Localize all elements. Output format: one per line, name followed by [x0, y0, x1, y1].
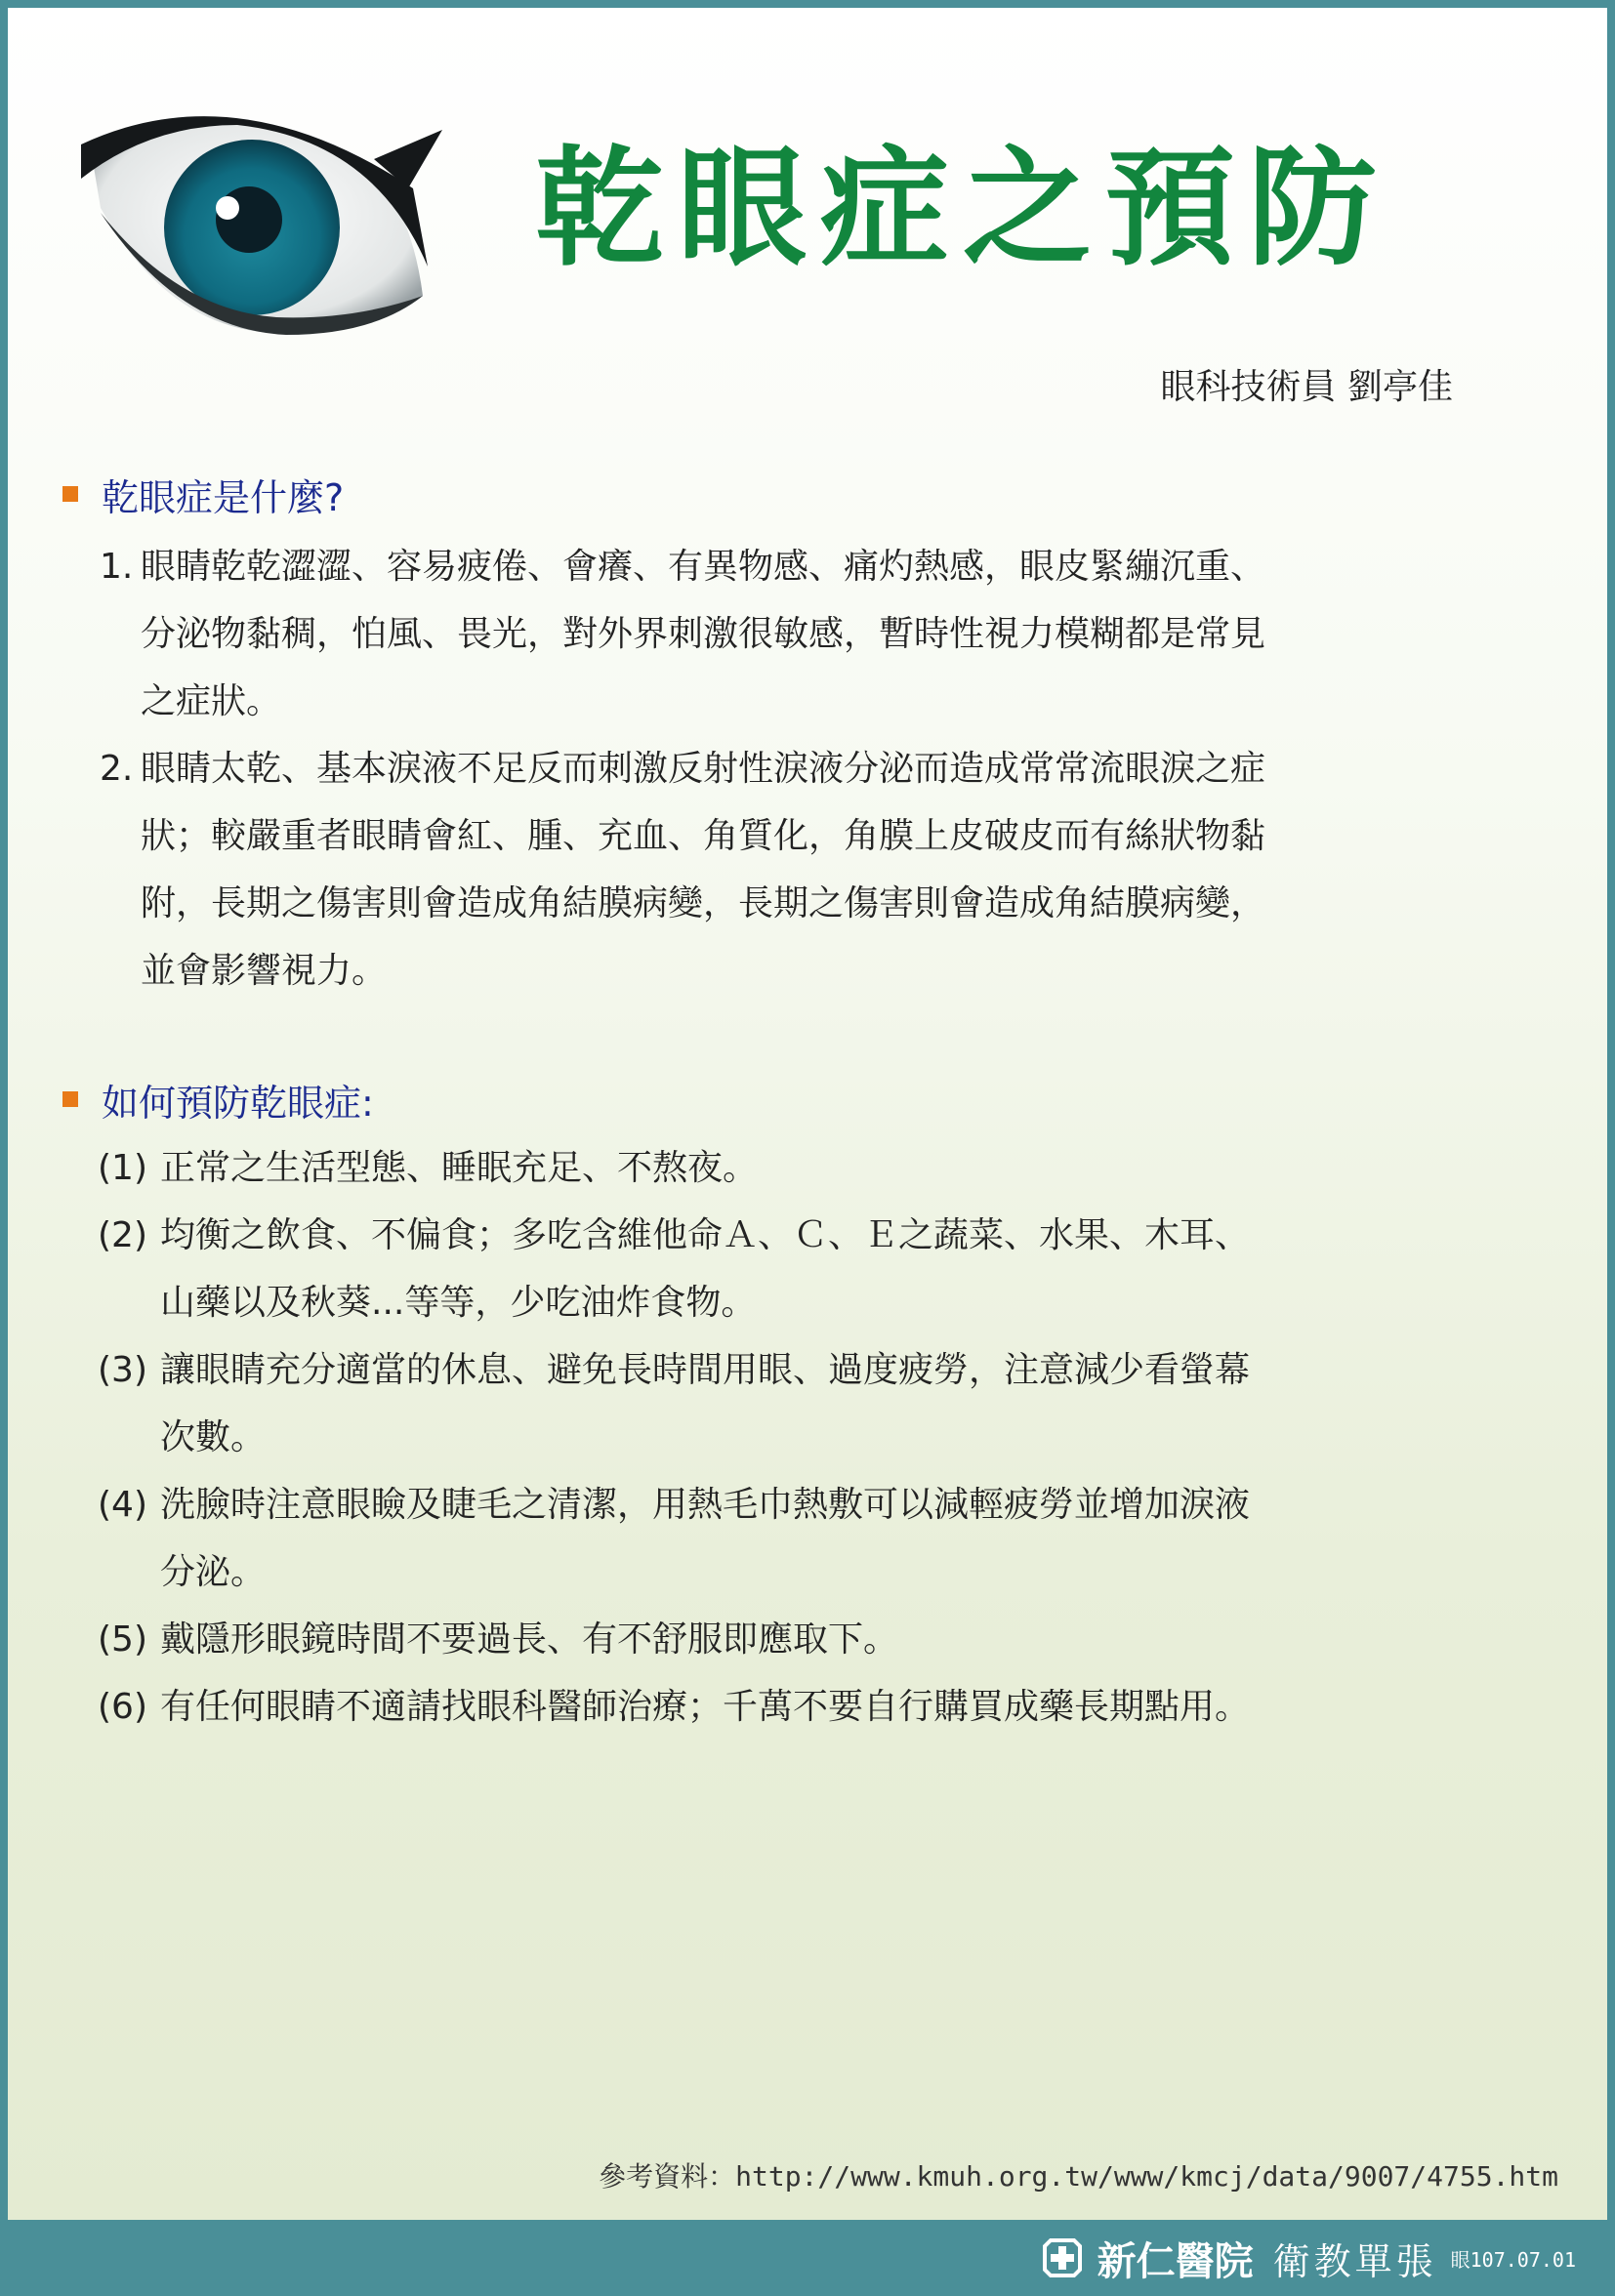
item-line: 眼睛乾乾澀澀、容易疲倦、會癢、有異物感、痛灼熱感，眼皮緊繃沉重、	[141, 547, 1266, 587]
item-line: 分泌。	[160, 1552, 267, 1592]
page-title: 乾眼症之預防	[535, 134, 1390, 284]
sheet-type: 衛教單張	[1272, 2239, 1437, 2283]
list-item	[62, 533, 1480, 735]
section-heading	[62, 1072, 1480, 1127]
item-line: 之症狀。	[141, 681, 282, 721]
section-prevention	[62, 1072, 1480, 1741]
item-line: 狀；較嚴重者眼睛會紅、腫、充血、角質化，角膜上皮破皮而有絲狀物黏	[141, 816, 1266, 856]
list-item	[62, 1134, 1480, 1202]
item-line: 有任何眼睛不適請找眼科醫師治療；千萬不要自行購買成藥長期點用。	[160, 1687, 1251, 1727]
list-item	[62, 735, 1480, 1004]
section-what-is-dry-eye	[62, 467, 1480, 1004]
list-item	[62, 1606, 1480, 1673]
item-number: (6)	[98, 1687, 147, 1727]
item-number: (1)	[98, 1148, 147, 1188]
item-line: 讓眼睛充分適當的休息、避免長時間用眼、過度疲勞，注意減少看螢幕	[160, 1350, 1251, 1390]
item-number: (2)	[98, 1215, 147, 1255]
list-item	[62, 1336, 1480, 1471]
item-line: 均衡之飲食、不偏食；多吃含維他命Ａ、Ｃ、Ｅ之蔬菜、水果、木耳、	[160, 1215, 1251, 1255]
item-line: 山藥以及秋葵...等等，少吃油炸食物。	[160, 1283, 757, 1323]
item-number: (5)	[98, 1620, 147, 1660]
item-line: 次數。	[160, 1417, 267, 1457]
poster-page	[8, 8, 1607, 2220]
list-item	[62, 1471, 1480, 1606]
section-heading	[62, 467, 1480, 521]
item-line: 洗臉時注意眼瞼及睫毛之清潔，用熱毛巾熱敷可以減輕疲勞並增加淚液	[160, 1485, 1251, 1525]
item-line: 附，長期之傷害則會造成角結膜病變，長期之傷害則會造成角結膜病變，	[141, 883, 1266, 923]
hospital-cross-icon	[1041, 2236, 1084, 2279]
item-line: 正常之生活型態、睡眠充足、不熬夜。	[160, 1148, 759, 1188]
item-line: 並會影響視力。	[141, 951, 388, 991]
eye-icon	[81, 101, 442, 340]
list-item	[62, 1202, 1480, 1336]
item-number: (3)	[98, 1350, 147, 1390]
section-title: 乾眼症是什麼?	[102, 475, 345, 519]
item-line: 戴隱形眼鏡時間不要過長、有不舒服即應取下。	[160, 1620, 899, 1660]
hospital-name: 新仁醫院	[1097, 2238, 1254, 2284]
footer-bar	[0, 2220, 1615, 2296]
section-title: 如何預防乾眼症:	[102, 1081, 374, 1125]
document-code: 眼107.07.01	[1450, 2247, 1576, 2272]
item-number: (4)	[98, 1485, 147, 1525]
item-number: 2.	[100, 749, 134, 789]
item-line: 眼睛太乾、基本淚液不足反而刺激反射性淚液分泌而造成常常流眼淚之症	[141, 749, 1266, 789]
list-item	[62, 1673, 1480, 1741]
bullet-icon	[62, 1091, 78, 1107]
bullet-icon	[62, 486, 78, 502]
reference-link[interactable]: 參考資料：http://www.kmuh.org.tw/www/kmcj/data/9007/4755.htm	[599, 2160, 1558, 2193]
item-number: 1.	[100, 547, 134, 587]
item-line: 分泌物黏稠，怕風、畏光，對外界刺激很敏感，暫時性視力模糊都是常見	[141, 614, 1266, 654]
author: 眼科技術員 劉亭佳	[1160, 367, 1453, 407]
